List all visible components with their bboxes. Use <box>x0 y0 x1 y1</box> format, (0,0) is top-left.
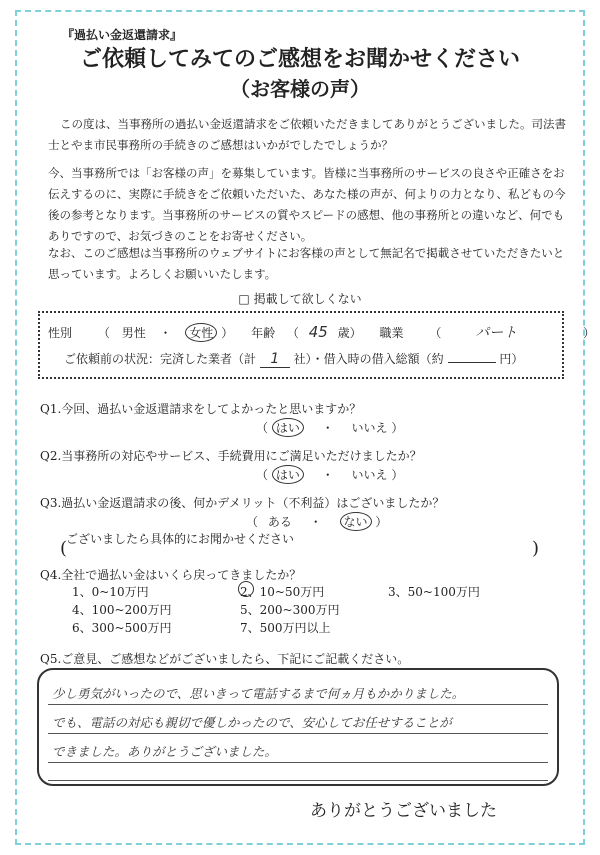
comment-text-line: でも、電話の対応も親切で優しかったので、安心してお任せすることが <box>52 715 452 730</box>
q3-detail-open-paren: ( <box>60 538 68 559</box>
job-label: 職業 <box>379 326 404 340</box>
q4-option-6[interactable]: 6、300~500万円 <box>72 621 172 635</box>
publish-optout-checkbox[interactable]: □ 掲載して欲しくない <box>238 292 362 306</box>
status-count[interactable]: 1 <box>260 351 290 368</box>
q4-option-7[interactable]: 7、500万円以上 <box>240 621 331 635</box>
q4-option-1[interactable]: 1、0~10万円 <box>72 585 149 599</box>
doc-tag: 『過払い金返還請求』 <box>62 28 183 42</box>
q3-answer: （ ある ・ ない ） <box>246 512 387 531</box>
gender-label: 性別 <box>48 326 73 340</box>
question-3: Q3.過払い金返還請求の後、何かデメリット（不利益）はございましたか？ <box>40 496 445 510</box>
comment-line <box>48 704 548 705</box>
q2-no[interactable]: いいえ <box>351 468 388 482</box>
gender-male[interactable]: 男性 <box>121 326 146 340</box>
job-value[interactable]: パート <box>475 325 518 341</box>
intro-paragraph-1: この度は、当事務所の過払い金返還請求をご依頼いただきましてありがとうございました。司法書士とやま市民事務所の手続きのご感想はいかがでしたでしょうか？ <box>48 117 566 152</box>
intro-paragraph-2: 今、当事務所では「お客様の声」を募集しています。皆様に当事務所のサービスの良さや正確さをお伝えするのに、実際に手続きをご依頼いただいた、あなた様の声が、何よりの力となり、私どもの今後の参考となります。当事務所のサービスの質やスピードの感想、他の事務所との違いなど、何でもありですので、お気づきのことをお寄せください。 <box>48 166 566 243</box>
q4-option-4[interactable]: 4、100~200万円 <box>72 603 172 617</box>
comment-text-line: 少し勇気がいったので、思いきって電話するまで何ヵ月もかかりました。 <box>52 686 465 701</box>
comment-text-line: できました。ありがとうございました。 <box>52 744 278 759</box>
q3-detail-field[interactable] <box>74 546 530 568</box>
age-label: 年齢 <box>251 326 276 340</box>
status-row: ご依頼前の状況：完済した業者（計 1 社）・借入時の借入総額（約 円） <box>64 351 524 367</box>
q3-yes[interactable]: ある <box>267 515 292 529</box>
q1-yes-circled[interactable]: はい <box>272 418 304 437</box>
question-4: Q4.全社で過払い金はいくら戻ってきましたか？ <box>40 568 302 582</box>
q4-option-3[interactable]: 3、50~100万円 <box>388 585 480 599</box>
page-title: ご依頼してみてのご感想をお聞かせください <box>79 46 520 72</box>
page-subtitle: （お客様の声） <box>230 77 370 101</box>
q4-option-2-circled[interactable]: 2、10~50万円 <box>240 583 324 600</box>
q4-option-5[interactable]: 5、200~300万円 <box>240 603 340 617</box>
comment-line <box>48 780 548 781</box>
q3-no-circled[interactable]: ない <box>340 512 372 531</box>
q2-yes-circled[interactable]: はい <box>272 465 304 484</box>
loan-total-field[interactable] <box>448 362 496 363</box>
q4-selection-circle <box>238 581 254 597</box>
q1-answer: （ はい ・ いいえ ） <box>256 418 403 437</box>
question-5: Q5.ご意見、ご感想などがございましたら、下記にご記載ください。 <box>40 652 410 666</box>
age-value[interactable]: 45 <box>308 323 328 341</box>
intro-paragraph-3: なお、このご感想は当事務所のウェブサイトにお客様の声として無記名で掲載させていただきたいと思っています。よろしくお願いいたします。 <box>48 246 565 281</box>
q3-detail-prompt: ございましたら具体的にお聞かせください <box>66 532 295 546</box>
gender-female-circled[interactable]: 女性 <box>185 323 217 342</box>
question-2: Q2.当事務所の対応やサービス、手続費用にご満足いただけましたか？ <box>40 449 422 463</box>
profile-row: 性別 （ 男性 ・ 女性 ） 年齢 （ 45 歳） 職業 （ パート ） <box>48 323 596 341</box>
comment-line <box>48 733 548 734</box>
question-1: Q1.今回、過払い金返還請求をしてよかったと思いますか？ <box>40 402 362 416</box>
q2-answer: （ はい ・ いいえ ） <box>256 465 403 484</box>
q1-no[interactable]: いいえ <box>351 421 388 435</box>
q3-detail-close-paren: ) <box>532 538 540 559</box>
comment-line <box>48 762 548 763</box>
closing-thanks: ありがとうございました <box>310 801 497 821</box>
